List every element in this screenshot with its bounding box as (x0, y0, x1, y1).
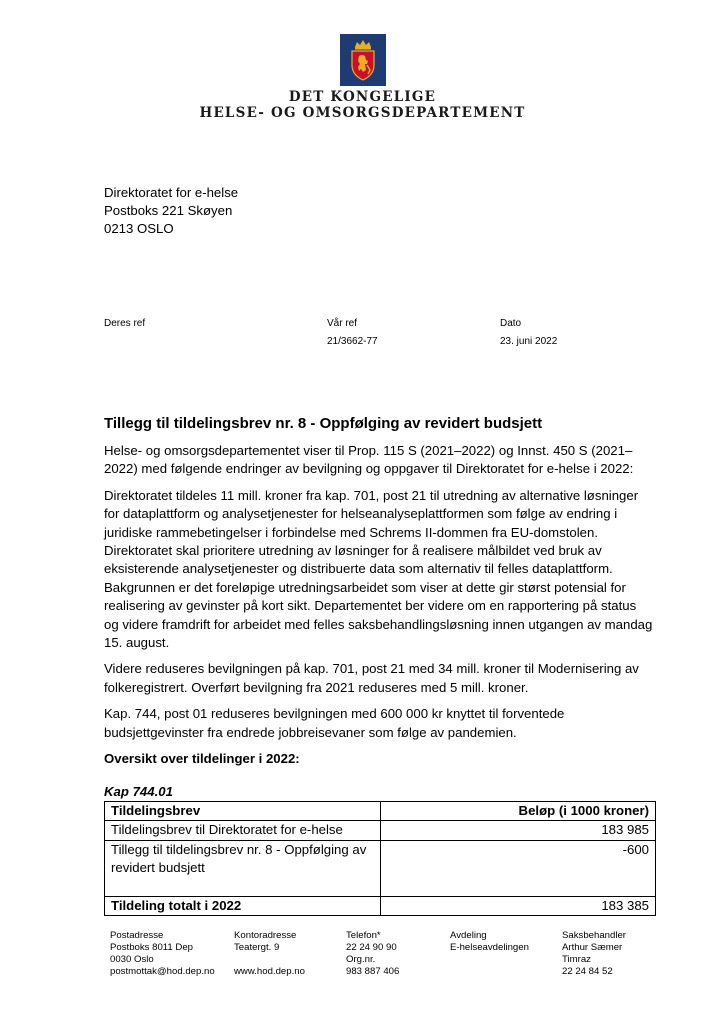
var-ref (327, 318, 378, 347)
footer-office (234, 930, 305, 978)
footer-caseworker-surname: Timraz (562, 954, 591, 965)
dato (500, 318, 557, 347)
paragraph-4: Kap. 744, post 01 reduseres bevilgningen med 600 000 kr knyttet til forventede budsjettgevinster fra endrede jobbreisevaner som følge av pandemien. (104, 706, 565, 740)
footer-office-blank (234, 954, 305, 966)
footer-department (450, 930, 529, 954)
paragraph-3: Videre reduseres bevilgningen på kap. 701, post 21 med 34 mill. kroner til Modernisering av folkeregistrert. Overført bevilgning fra 2021 reduseres med 5 mill. kroner. (104, 661, 639, 695)
deres-ref-label: Deres ref (104, 318, 146, 329)
footer-orgnr-label: Org.nr. (346, 954, 376, 965)
footer-caseworker-name: Arthur Sæmer (562, 942, 623, 953)
var-ref-label: Vår ref (327, 318, 358, 329)
footer-postal-box: Postboks 8011 Dep (110, 942, 194, 953)
footer-website[interactable]: www.hod.dep.no (234, 966, 305, 977)
footer-caseworker-label: Saksbehandler (562, 930, 627, 941)
footer-postal-city: 0030 Oslo (110, 954, 154, 965)
total-label: Tildeling totalt i 2022 (105, 896, 381, 915)
footer-postal-label: Postadresse (110, 930, 164, 941)
table-header-label: Tildelingsbrev (105, 801, 381, 820)
paragraph-2: Direktoratet tildeles 11 mill. kroner fra kap. 701, post 21 til utredning av alternative løsninger for dataplattform og analysetjenester for helseanalyseplattformen som følge av endring i juridiske rammebetingelser i forbindelse med Schrems II-dommen fra EU-domstolen. Direktoratet skal prioritere utredning av løsninger for å realisere målbildet ved bruk av eksisterende analysetjenester og distribuerte data som alternativ til felles dataplattform. Bakgrunnen er det foreløpige utredningsarbeidet som viser at dette gir størst potensial for realisering av gevinster på kort sikt. Departementet ber videre om en rapportering på status og videre framdrift for arbeidet med felles saksbehandlingsløsning innen utgangen av mandag 15. august. (104, 487, 653, 651)
dato-value: 23. juni 2022 (500, 336, 558, 347)
var-ref-value: 21/3662-77 (327, 336, 378, 347)
recipient-city: 0213 OSLO (104, 221, 174, 236)
recipient-name: Direktoratet for e-helse (104, 185, 239, 200)
row-label: Tillegg til tildelingsbrev nr. 8 - Oppfølging av revidert budsjett (105, 840, 381, 896)
coat-of-arms-icon (340, 34, 386, 86)
overview-heading: Oversikt over tildelinger i 2022: (104, 751, 300, 767)
letter-body (104, 414, 654, 916)
deres-ref (104, 318, 145, 336)
table-header-amount: Beløp (i 1000 kroner) (380, 801, 655, 820)
kap-heading: Kap 744.01 (104, 783, 173, 799)
allocation-table (104, 801, 656, 916)
table-header-row (105, 801, 656, 820)
footer-orgnr-value: 983 887 406 (346, 966, 400, 977)
footer-department-value: E-helseavdelingen (450, 942, 529, 953)
row-label: Tildelingsbrev til Direktoratet for e-helse (105, 821, 381, 840)
letterhead-line1: DET KONGELIGE (288, 89, 437, 105)
letterhead (0, 34, 725, 121)
footer-caseworker-phone: 22 24 84 52 (562, 966, 613, 977)
total-amount: 183 385 (380, 896, 655, 915)
recipient-address (104, 184, 238, 238)
footer-phone-label: Telefon* (346, 930, 381, 941)
footer-phone-number: 22 24 90 90 (346, 942, 397, 953)
dato-label: Dato (500, 318, 522, 329)
footer-department-label: Avdeling (450, 930, 487, 941)
row-amount: -600 (380, 840, 655, 896)
footer-email[interactable]: postmottak@hod.dep.no (110, 966, 215, 977)
table-total-row (105, 896, 656, 915)
paragraph-1: Helse- og omsorgsdepartementet viser til Prop. 115 S (2021–2022) og Innst. 450 S (2021–2022) med følgende endringer av bevilgning og oppgaver til Direktoratet for e-helse i 2022: (104, 443, 634, 477)
table-row (105, 840, 656, 896)
footer-phone (346, 930, 399, 978)
footer-office-label: Kontoradresse (234, 930, 297, 941)
footer-postal (110, 930, 215, 978)
table-row (105, 821, 656, 840)
footer-caseworker (562, 930, 626, 978)
recipient-street: Postboks 221 Skøyen (104, 203, 233, 218)
footer-office-street: Teatergt. 9 (234, 942, 280, 953)
letter-title: Tillegg til tildelingsbrev nr. 8 - Oppfølging av revidert budsjett (104, 415, 543, 432)
row-amount: 183 985 (380, 821, 655, 840)
letterhead-line2: HELSE- OG OMSORGSDEPARTEMENT (199, 105, 526, 121)
